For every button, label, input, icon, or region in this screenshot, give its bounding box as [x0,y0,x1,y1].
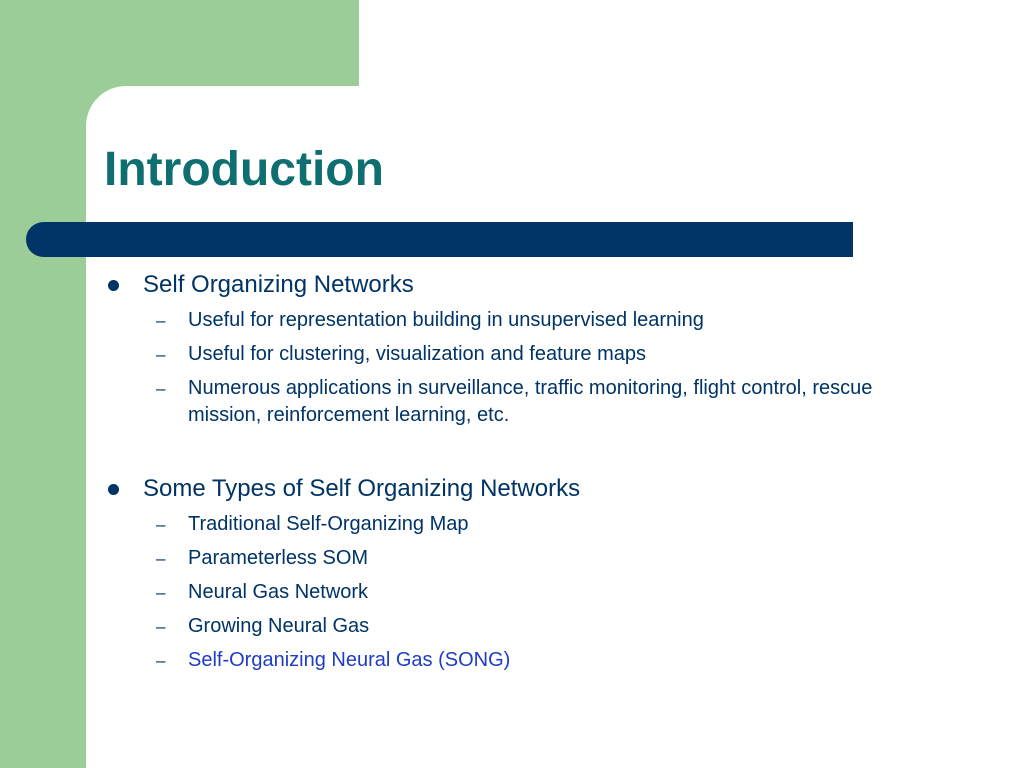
sub-bullet-label: Growing Neural Gas [188,615,370,637]
dash-icon: – [156,651,166,670]
sub-bullet-label: Numerous applications in surveillance, traffic monitoring, flight control, rescue mission, reinforcement learning, etc. [188,377,873,426]
dash-icon: – [156,617,166,636]
dash-icon: – [156,311,166,330]
dash-icon: – [156,549,166,568]
dash-icon: – [156,515,166,534]
bullet-label: Self Organizing Networks [143,271,414,298]
sub-bullet-label: Neural Gas Network [188,581,369,603]
sub-bullet-label: Useful for clustering, visualization and feature maps [188,343,647,365]
sub-bullet-label-highlighted: Self-Organizing Neural Gas (SONG) [188,649,511,671]
slide-title: Introduction [104,143,384,196]
sub-bullet-label: Useful for representation building in unsupervised learning [188,309,704,331]
sub-bullet-label: Parameterless SOM [188,547,369,569]
bullet-dot-icon [108,484,119,495]
dash-icon: – [156,583,166,602]
bullet-dot-icon [108,280,119,291]
sub-bullet-label: Traditional Self-Organizing Map [188,513,469,535]
bullet-label: Some Types of Self Organizing Networks [143,475,581,502]
dash-icon: – [156,379,166,398]
dash-icon: – [156,345,166,364]
